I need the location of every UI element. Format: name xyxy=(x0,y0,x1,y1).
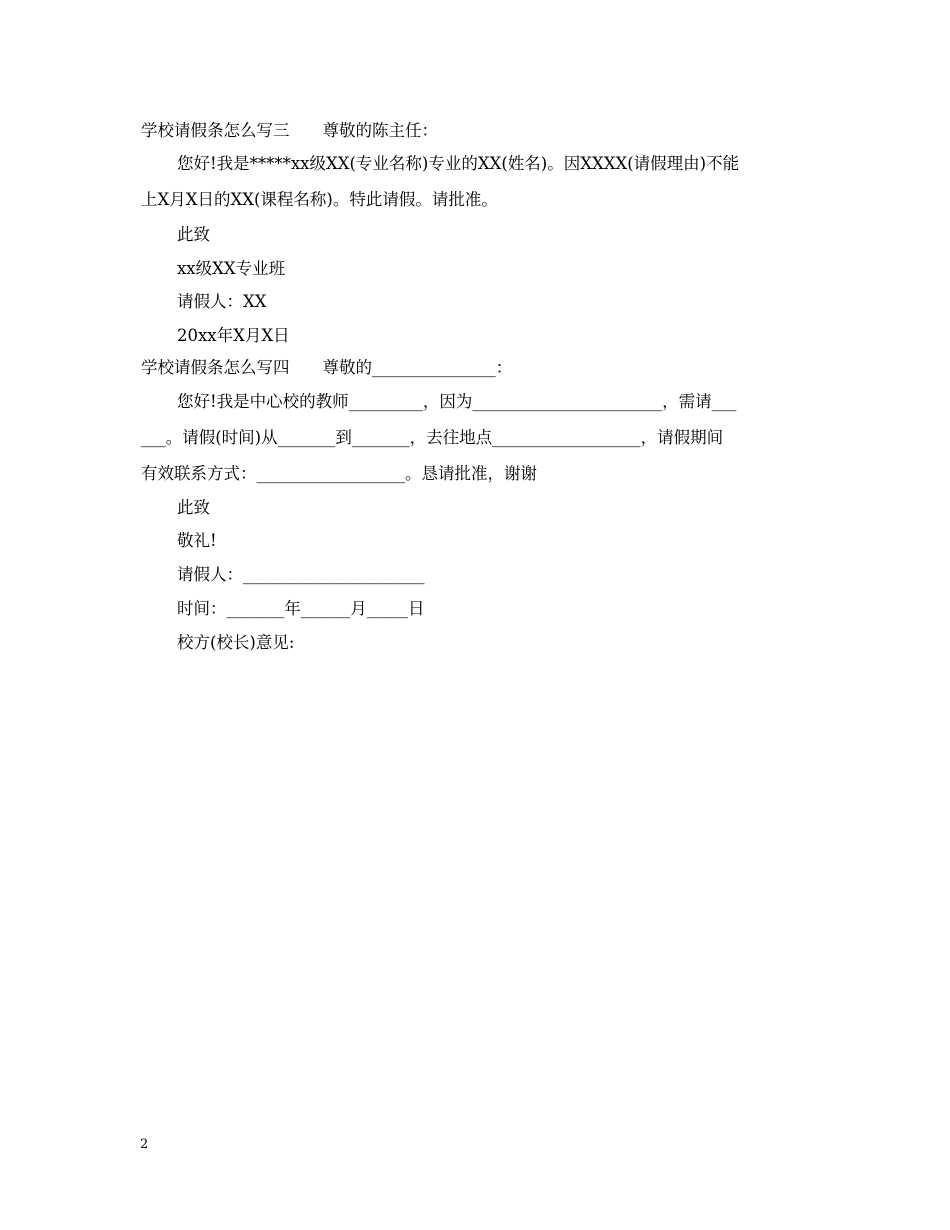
letter-four-requester: 请假人：______________________ xyxy=(177,565,425,584)
section-four-heading: 学校请假条怎么写四 尊敬的_______________： xyxy=(141,358,513,377)
letter-three-class: xx级XX专业班 xyxy=(177,259,286,278)
letter-three-date: 20xx年X月X日 xyxy=(177,326,290,345)
letter-four-contact-line: 有效联系方式：__________________。恳请批准，谢谢 xyxy=(141,464,537,483)
letter-four-greeting-line: 您好!我是中心校的教师_________，因为_______________________，需请___ xyxy=(177,392,737,411)
letter-four-principal-opinion: 校方(校长)意见: xyxy=(177,633,295,652)
letter-four-closing: 此致 xyxy=(177,498,210,517)
section-three-heading: 学校请假条怎么写三 尊敬的陈主任： xyxy=(141,121,438,140)
letter-three-closing: 此致 xyxy=(177,225,210,244)
page-number: 2 xyxy=(140,1137,149,1152)
letter-three-greeting-line: 您好!我是*****xx级XX(专业名称)专业的XX(姓名)。因XXXX(请假理由)不能 xyxy=(177,154,740,173)
letter-four-salute: 敬礼! xyxy=(177,531,217,550)
letter-four-date: 时间：_______年______月_____日 xyxy=(177,599,425,618)
letter-four-body-line: ___。请假(时间)从_______到_______，去往地点__________________，请假期间 xyxy=(141,428,724,447)
letter-three-body-line: 上X月X日的XX(课程名称)。特此请假。请批准。 xyxy=(141,190,498,209)
letter-three-requester: 请假人：XX xyxy=(177,292,267,311)
